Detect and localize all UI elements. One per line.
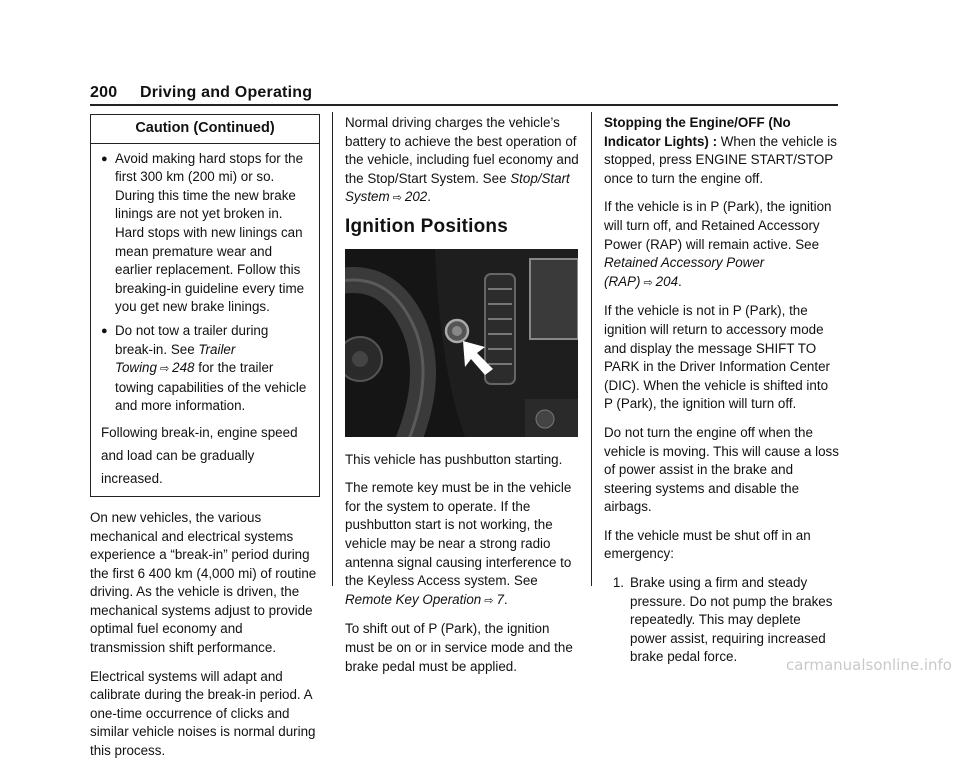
caution-bullet: [101, 150, 309, 317]
paragraph: [345, 479, 581, 610]
text-run: When the vehicle is stopped, press ENGINE START/STOP once to turn the engine off.: [604, 133, 837, 186]
rap-link[interactable]: Retained Accessory Power (RAP): [604, 255, 765, 289]
paragraph: Do not turn the engine off when the vehicle is moving. This will cause a loss of power assist in the brake and steering systems and disable the airbags.: [604, 424, 839, 515]
remote-key-link[interactable]: Remote Key Operation: [345, 591, 482, 607]
page-ref-arrow-icon: ⇨: [392, 192, 402, 205]
paragraph: To shift out of P (Park), the ignition must be on or in service mode and the brake pedal must be applied.: [345, 621, 573, 674]
section-heading: Ignition Positions: [345, 215, 508, 237]
column-2: [345, 114, 581, 686]
paragraph: [604, 198, 840, 292]
watermark: carmanualsonline.info: [786, 656, 952, 674]
text-run: .: [503, 591, 508, 607]
paragraph-lead: Stopping the Engine/OFF (No Indicator Lights) :: [604, 115, 791, 149]
page-ref[interactable]: 7: [496, 591, 504, 607]
trailer-towing-link[interactable]: Trailer Towing: [115, 341, 236, 376]
page-header: [90, 84, 840, 102]
ignition-button-photo: [345, 249, 578, 437]
bullet-dot-icon: ●: [101, 324, 108, 337]
caution-footer: Following break-in, engine speed and load can be gradually increased.: [101, 424, 298, 486]
column-3: [604, 114, 840, 667]
stop-start-link[interactable]: Stop/Start System: [345, 170, 570, 205]
page-ref-arrow-icon: ⇨: [484, 594, 494, 607]
paragraph: This vehicle has pushbutton starting.: [345, 451, 563, 467]
text-run: The remote key must be in the vehicle for the system to operate. If the pushbutton start is not working, the vehicle may be near a strong radio antenna signal causing interference to the Keyless Access system. See: [345, 480, 572, 589]
text-run: .: [678, 273, 682, 289]
paragraph: On new vehicles, the various mechanical and electrical systems experience a “break-in” period during the first 6 400 km (4,000 mi) of routine driving. As the vehicle is driven, the mechanical systems adjust to provide optimal fuel economy and transmission shift performance.: [90, 509, 317, 656]
paragraph: If the vehicle is not in P (Park), the ignition will return to accessory mode and display the message SHIFT TO PARK in the Driver Information Center (DIC). When the vehicle is shifted into P (Park), the ignition will turn off.: [604, 303, 830, 412]
caution-bullet-text: [115, 322, 309, 416]
column-1: [90, 114, 320, 771]
text-run: Do not tow a trailer during break-in. See: [115, 322, 269, 357]
paragraph: If the vehicle must be shut off in an emergency:: [604, 527, 811, 562]
caution-bullet-text: Avoid making hard stops for the first 300 km (200 mi) or so. During this time the new brake linings are not yet broken in. Hard stops with new linings can mean premature wear and earlier replacement. Follow this breaking-in guideline every time you get new brake linings.: [115, 150, 305, 315]
text-run: .: [427, 189, 431, 205]
ignition-photo-illustration: [345, 249, 578, 437]
page-ref-arrow-icon: ⇨: [643, 276, 653, 289]
text-run: for the trailer towing capabilities of the vehicle and more information.: [115, 360, 307, 414]
page-ref[interactable]: 204: [655, 273, 679, 289]
caution-bullet: [101, 322, 309, 416]
list-number: 1.: [612, 575, 624, 591]
bullet-dot-icon: ●: [101, 152, 108, 165]
column-divider-1: [332, 112, 333, 586]
text-run: If the vehicle is in P (Park), the ignition will turn off, and Retained Accessory Power (RAP) will remain active. See: [604, 199, 832, 252]
list-item: [604, 574, 840, 667]
paragraph: Electrical systems will adapt and calibrate during the break-in period. A one-time occurrence of clicks and similar vehicle noises is normal during this process.: [90, 668, 316, 759]
column-divider-2: [591, 112, 592, 586]
page-number: 200: [90, 84, 118, 101]
page-ref[interactable]: 248: [172, 360, 195, 376]
paragraph: [604, 114, 840, 188]
section-title: Driving and Operating: [139, 84, 313, 101]
page-ref-arrow-icon: ⇨: [159, 363, 170, 376]
header-rule: [90, 104, 838, 106]
caution-title: Caution (Continued): [91, 115, 319, 144]
paragraph: [345, 114, 581, 208]
text-run: Normal driving charges the vehicle’s battery to achieve the best operation of the vehicle, including fuel economy and the Stop/Start System. See: [345, 115, 579, 186]
list-text: Brake using a firm and steady pressure. Do not pump the brakes repeatedly. This may deplete power assist, requiring increased brake pedal force.: [630, 575, 833, 665]
page-ref[interactable]: 202: [404, 189, 428, 205]
caution-box: [90, 114, 320, 497]
